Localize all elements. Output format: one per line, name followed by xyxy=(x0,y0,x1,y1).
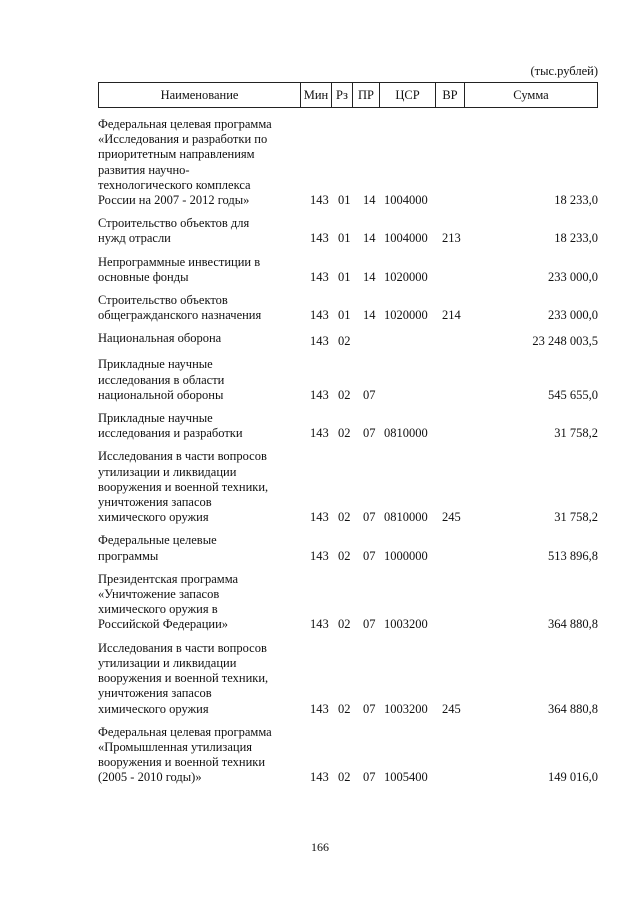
row-sum: 513 896,8 xyxy=(548,548,598,563)
column-header-min: Мин xyxy=(301,83,332,107)
row-sum: 18 233,0 xyxy=(554,193,598,208)
row-pr: 07 xyxy=(363,701,376,716)
row-vr: 214 xyxy=(442,308,461,323)
row-sum: 364 880,8 xyxy=(548,701,598,716)
row-min: 143 xyxy=(310,426,329,441)
table-row xyxy=(98,255,598,285)
row-csr: 1004000 xyxy=(384,193,428,208)
row-min: 143 xyxy=(310,770,329,785)
table-row xyxy=(98,725,598,786)
row-rz: 02 xyxy=(338,617,351,632)
row-pr: 14 xyxy=(363,231,376,246)
table-row xyxy=(98,117,598,208)
column-header-csr: ЦСР xyxy=(380,83,436,107)
row-csr: 1003200 xyxy=(384,617,428,632)
row-csr: 1003200 xyxy=(384,701,428,716)
row-sum: 18 233,0 xyxy=(554,231,598,246)
row-min: 143 xyxy=(310,231,329,246)
row-min: 143 xyxy=(310,334,329,349)
row-rz: 02 xyxy=(338,701,351,716)
row-name: Федеральная целевая программа «Промышленная утилизация вооружения и военной техники (2005 - 2010 годы)» xyxy=(98,724,272,785)
row-csr: 0810000 xyxy=(384,426,428,441)
table-row xyxy=(98,572,598,633)
row-name: Прикладные научные исследования и разработки xyxy=(98,411,243,441)
row-rz: 02 xyxy=(338,387,351,402)
row-rz: 01 xyxy=(338,231,351,246)
table-row xyxy=(98,331,598,349)
row-rz: 02 xyxy=(338,770,351,785)
row-csr: 1020000 xyxy=(384,308,428,323)
row-rz: 02 xyxy=(338,426,351,441)
page-number: 166 xyxy=(311,840,329,854)
row-min: 143 xyxy=(310,701,329,716)
row-pr: 07 xyxy=(363,770,376,785)
row-name: Прикладные научные исследования в области национальной обороны xyxy=(98,357,225,402)
row-name: Исследования в части вопросов утилизации и ликвидации вооружения и военной техники, уничтожения запасов химического оружия xyxy=(98,640,269,716)
row-name: Федеральные целевые программы xyxy=(98,533,217,563)
row-pr: 07 xyxy=(363,548,376,563)
row-sum: 545 655,0 xyxy=(548,387,598,402)
row-rz: 01 xyxy=(338,269,351,284)
row-pr: 07 xyxy=(363,510,376,525)
units-label: (тыс.рублей) xyxy=(530,64,598,78)
table-row xyxy=(98,641,598,717)
row-rz: 01 xyxy=(338,308,351,323)
row-csr: 1020000 xyxy=(384,269,428,284)
table-row xyxy=(98,449,598,525)
row-name: Строительство объектов общегражданского назначения xyxy=(98,293,262,323)
column-header-pr: ПР xyxy=(353,83,380,107)
row-name: Исследования в части вопросов утилизации и ликвидации вооружения и военной техники, уничтожения запасов химического оружия xyxy=(98,449,269,525)
row-csr: 0810000 xyxy=(384,510,428,525)
row-name: Президентская программа «Уничтожение запасов химического оружия в Российской Федерации» xyxy=(98,571,239,632)
row-name: Строительство объектов для нужд отрасли xyxy=(98,216,250,246)
row-csr: 1000000 xyxy=(384,548,428,563)
table-row xyxy=(98,293,598,323)
row-rz: 02 xyxy=(338,510,351,525)
row-vr: 245 xyxy=(442,510,461,525)
row-pr: 14 xyxy=(363,193,376,208)
table-row xyxy=(98,533,598,563)
row-rz: 02 xyxy=(338,334,351,349)
row-pr: 07 xyxy=(363,426,376,441)
row-sum: 364 880,8 xyxy=(548,617,598,632)
row-pr: 07 xyxy=(363,387,376,402)
row-csr: 1005400 xyxy=(384,770,428,785)
row-min: 143 xyxy=(310,510,329,525)
row-name: Непрограммные инвестиции в основные фонды xyxy=(98,254,261,284)
row-min: 143 xyxy=(310,193,329,208)
row-sum: 233 000,0 xyxy=(548,308,598,323)
column-header-rz: Рз xyxy=(332,83,353,107)
row-sum: 31 758,2 xyxy=(554,426,598,441)
column-header-sum: Сумма xyxy=(513,87,549,102)
row-sum: 31 758,2 xyxy=(554,510,598,525)
row-pr: 07 xyxy=(363,617,376,632)
row-vr: 213 xyxy=(442,231,461,246)
table-row xyxy=(98,357,598,403)
table-row xyxy=(98,411,598,441)
row-min: 143 xyxy=(310,308,329,323)
row-sum: 23 248 003,5 xyxy=(532,334,598,349)
row-vr: 245 xyxy=(442,701,461,716)
row-min: 143 xyxy=(310,269,329,284)
row-sum: 233 000,0 xyxy=(548,269,598,284)
row-min: 143 xyxy=(310,548,329,563)
table-header xyxy=(98,82,598,108)
row-rz: 02 xyxy=(338,548,351,563)
table-row xyxy=(98,216,598,246)
row-pr: 14 xyxy=(363,269,376,284)
row-csr: 1004000 xyxy=(384,231,428,246)
row-name: Федеральная целевая программа «Исследования и разработки по приоритетным направлениям развития научно- технологического комплекса России на 2007 - 2012 годы» xyxy=(98,117,272,208)
row-sum: 149 016,0 xyxy=(548,770,598,785)
column-header-name: Наименование xyxy=(99,83,301,107)
row-name: Национальная оборона xyxy=(98,331,222,346)
row-rz: 01 xyxy=(338,193,351,208)
table-body xyxy=(98,117,598,794)
row-min: 143 xyxy=(310,387,329,402)
column-header-vr: ВР xyxy=(436,83,465,107)
row-pr: 14 xyxy=(363,308,376,323)
row-min: 143 xyxy=(310,617,329,632)
